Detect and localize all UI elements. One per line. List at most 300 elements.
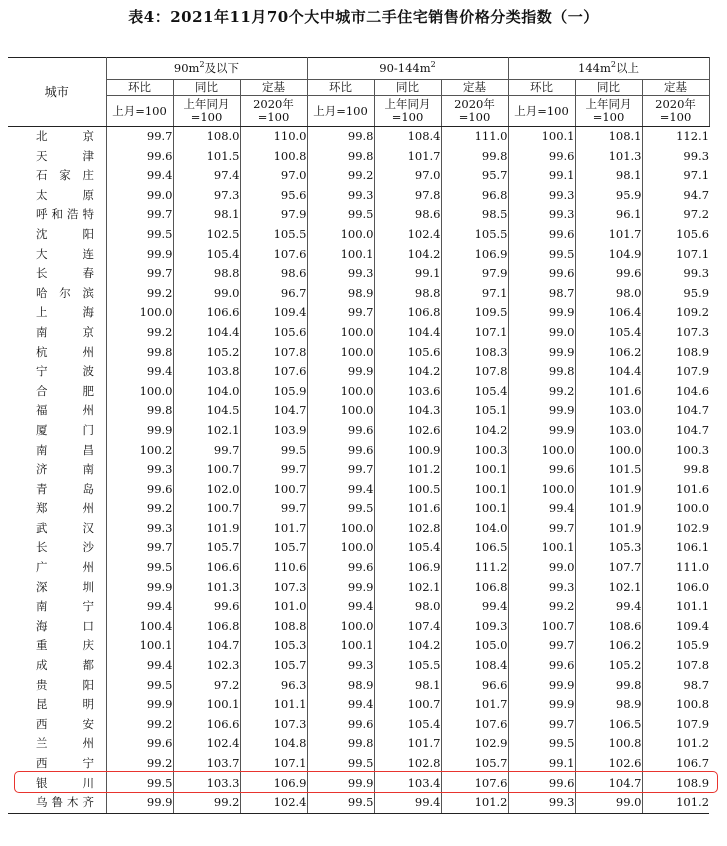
index-value-cell: 99.3 <box>642 147 709 167</box>
measure-header: 定基 <box>642 80 709 96</box>
table-row <box>8 656 709 676</box>
index-value-cell: 97.2 <box>642 205 709 225</box>
index-value-cell: 100.7 <box>240 480 307 500</box>
city-name: 成都 <box>36 658 94 673</box>
base-header-line1: 上月=100 <box>313 103 368 118</box>
index-value-cell: 99.7 <box>508 519 575 539</box>
table-row <box>8 480 709 500</box>
index-value-cell: 106.8 <box>374 303 441 323</box>
index-value-cell: 100.3 <box>441 441 508 461</box>
measure-header: 环比 <box>307 80 374 96</box>
index-value-cell: 99.7 <box>106 205 173 225</box>
index-value-cell: 99.1 <box>374 264 441 284</box>
table-row <box>8 421 709 441</box>
index-value-cell: 101.2 <box>374 460 441 480</box>
index-value-cell: 99.7 <box>307 303 374 323</box>
city-cell <box>8 127 106 147</box>
index-value-cell: 101.7 <box>374 734 441 754</box>
index-value-cell: 99.4 <box>106 362 173 382</box>
city-cell <box>8 538 106 558</box>
index-value-cell: 100.1 <box>508 538 575 558</box>
group-header-small: $90m^2$及以下 <box>106 58 307 80</box>
city-cell <box>8 264 106 284</box>
index-value-cell: 107.6 <box>240 362 307 382</box>
index-value-cell: 105.2 <box>173 343 240 363</box>
table-row <box>8 774 709 794</box>
index-value-cell: 105.6 <box>642 225 709 245</box>
index-value-cell: 105.4 <box>173 245 240 265</box>
table-row <box>8 597 709 617</box>
measure-header: 同比 <box>173 80 240 96</box>
index-value-cell: 101.3 <box>173 578 240 598</box>
index-value-cell: 99.2 <box>307 166 374 186</box>
index-value-cell: 111.0 <box>441 127 508 147</box>
index-value-cell: 98.5 <box>441 205 508 225</box>
index-value-cell: 95.9 <box>575 186 642 206</box>
index-value-cell: 99.7 <box>508 636 575 656</box>
city-name: 深圳 <box>36 579 94 594</box>
index-value-cell: 98.0 <box>374 597 441 617</box>
city-cell <box>8 245 106 265</box>
table-title: 表4：2021年11月70个大中城市二手住宅销售价格分类指数（一） <box>128 8 599 26</box>
index-value-cell: 99.0 <box>106 186 173 206</box>
index-value-cell: 99.5 <box>106 558 173 578</box>
index-value-cell: 102.1 <box>173 421 240 441</box>
table-row <box>8 264 709 284</box>
index-value-cell: 99.4 <box>374 793 441 813</box>
city-name: 西安 <box>36 716 94 731</box>
index-value-cell: 99.9 <box>106 578 173 598</box>
index-value-cell: 104.7 <box>240 401 307 421</box>
city-cell <box>8 597 106 617</box>
index-value-cell: 106.8 <box>441 578 508 598</box>
index-value-cell: 107.7 <box>575 558 642 578</box>
index-value-cell: 99.8 <box>307 734 374 754</box>
index-value-cell: 104.2 <box>374 636 441 656</box>
table-row <box>8 284 709 304</box>
index-value-cell: 104.7 <box>575 774 642 794</box>
base-header <box>441 96 508 127</box>
measure-header: 同比 <box>575 80 642 96</box>
base-header <box>374 96 441 127</box>
index-value-cell: 104.6 <box>642 382 709 402</box>
index-value-cell: 99.6 <box>575 264 642 284</box>
base-header-line1: 2020年 <box>253 97 294 111</box>
index-value-cell: 104.4 <box>575 362 642 382</box>
index-value-cell: 104.8 <box>240 734 307 754</box>
city-name: 大连 <box>36 246 94 261</box>
index-value-cell: 100.0 <box>575 441 642 461</box>
base-header-line1: 上月=100 <box>112 103 167 118</box>
index-value-cell: 97.3 <box>173 186 240 206</box>
index-value-cell: 99.1 <box>508 754 575 774</box>
index-value-cell: 98.9 <box>307 284 374 304</box>
city-cell <box>8 617 106 637</box>
index-value-cell: 97.4 <box>173 166 240 186</box>
table-row <box>8 538 709 558</box>
index-value-cell: 106.1 <box>642 538 709 558</box>
price-index-table <box>8 57 710 814</box>
index-value-cell: 102.1 <box>374 578 441 598</box>
index-value-cell: 99.5 <box>106 225 173 245</box>
index-value-cell: 99.6 <box>106 734 173 754</box>
index-value-cell: 100.1 <box>441 499 508 519</box>
base-header <box>106 96 173 127</box>
index-value-cell: 104.0 <box>173 382 240 402</box>
index-value-cell: 108.4 <box>374 127 441 147</box>
index-value-cell: 105.6 <box>374 343 441 363</box>
index-value-cell: 100.0 <box>307 323 374 343</box>
measure-header: 环比 <box>106 80 173 96</box>
index-value-cell: 99.7 <box>240 499 307 519</box>
index-value-cell: 106.0 <box>642 578 709 598</box>
index-value-cell: 105.4 <box>575 323 642 343</box>
index-value-cell: 99.2 <box>508 597 575 617</box>
index-value-cell: 101.5 <box>575 460 642 480</box>
index-value-cell: 109.2 <box>642 303 709 323</box>
index-value-cell: 99.3 <box>508 205 575 225</box>
index-value-cell: 107.3 <box>642 323 709 343</box>
index-value-cell: 101.9 <box>173 519 240 539</box>
index-value-cell: 100.5 <box>374 480 441 500</box>
index-value-cell: 99.7 <box>173 441 240 461</box>
index-value-cell: 100.3 <box>642 441 709 461</box>
city-name: 上海 <box>36 305 94 320</box>
index-value-cell: 96.1 <box>575 205 642 225</box>
index-value-cell: 99.9 <box>508 303 575 323</box>
index-value-cell: 97.0 <box>374 166 441 186</box>
base-header <box>307 96 374 127</box>
index-value-cell: 110.6 <box>240 558 307 578</box>
city-name: 南京 <box>36 324 94 339</box>
index-value-cell: 100.0 <box>106 382 173 402</box>
index-value-cell: 107.6 <box>441 715 508 735</box>
index-value-cell: 101.7 <box>441 695 508 715</box>
index-value-cell: 100.9 <box>374 441 441 461</box>
city-cell <box>8 225 106 245</box>
city-cell <box>8 656 106 676</box>
table-row <box>8 754 709 774</box>
index-value-cell: 108.6 <box>575 617 642 637</box>
index-value-cell: 99.6 <box>508 774 575 794</box>
index-value-cell: 100.0 <box>642 499 709 519</box>
index-value-cell: 101.0 <box>240 597 307 617</box>
index-value-cell: 100.0 <box>307 617 374 637</box>
index-value-cell: 102.4 <box>374 225 441 245</box>
index-value-cell: 99.9 <box>508 343 575 363</box>
index-value-cell: 109.3 <box>441 617 508 637</box>
index-value-cell: 99.2 <box>106 754 173 774</box>
base-header-line1: 上年同月 <box>183 97 230 111</box>
index-value-cell: 99.9 <box>508 676 575 696</box>
index-value-cell: 109.4 <box>240 303 307 323</box>
index-value-cell: 99.3 <box>508 186 575 206</box>
index-value-cell: 98.9 <box>307 676 374 696</box>
city-cell <box>8 284 106 304</box>
index-value-cell: 106.5 <box>575 715 642 735</box>
index-value-cell: 108.0 <box>173 127 240 147</box>
index-value-cell: 105.7 <box>441 754 508 774</box>
index-value-cell: 99.7 <box>307 460 374 480</box>
index-value-cell: 97.9 <box>441 264 508 284</box>
city-cell <box>8 715 106 735</box>
index-value-cell: 100.1 <box>508 127 575 147</box>
index-value-cell: 103.7 <box>173 754 240 774</box>
base-header-line2: =100 <box>257 110 290 124</box>
group-header-medium: $90-144m^2$ <box>307 58 508 80</box>
index-value-cell: 99.6 <box>106 147 173 167</box>
index-value-cell: 99.6 <box>508 460 575 480</box>
index-value-cell: 107.4 <box>374 617 441 637</box>
city-cell <box>8 695 106 715</box>
base-header-line2: =100 <box>592 110 625 124</box>
index-value-cell: 100.0 <box>307 519 374 539</box>
index-value-cell: 99.7 <box>106 127 173 147</box>
city-name: 昆明 <box>36 697 94 712</box>
city-name: 天津 <box>36 148 94 163</box>
table-row <box>8 578 709 598</box>
index-value-cell: 101.9 <box>575 499 642 519</box>
index-value-cell: 107.9 <box>642 362 709 382</box>
measure-header: 环比 <box>508 80 575 96</box>
index-value-cell: 99.9 <box>307 578 374 598</box>
city-cell <box>8 774 106 794</box>
index-value-cell: 99.5 <box>307 754 374 774</box>
index-value-cell: 105.3 <box>240 636 307 656</box>
index-value-cell: 107.6 <box>441 774 508 794</box>
group-header-large: $144m^2$以上 <box>508 58 709 80</box>
index-value-cell: 106.7 <box>642 754 709 774</box>
city-cell <box>8 205 106 225</box>
index-value-cell: 99.9 <box>307 362 374 382</box>
index-value-cell: 105.6 <box>240 323 307 343</box>
city-name: 北京 <box>36 129 94 143</box>
base-header-line2: =100 <box>391 110 424 124</box>
index-value-cell: 100.0 <box>307 225 374 245</box>
index-value-cell: 100.0 <box>307 382 374 402</box>
index-value-cell: 98.7 <box>642 676 709 696</box>
index-value-cell: 99.8 <box>106 401 173 421</box>
city-name: 合肥 <box>36 383 94 398</box>
table-header <box>8 58 709 127</box>
index-value-cell: 99.8 <box>307 147 374 167</box>
index-value-cell: 104.9 <box>575 245 642 265</box>
index-value-cell: 106.5 <box>441 538 508 558</box>
index-value-cell: 99.4 <box>307 480 374 500</box>
city-name: 广州 <box>36 560 94 575</box>
index-value-cell: 105.4 <box>441 382 508 402</box>
index-value-cell: 97.8 <box>374 186 441 206</box>
index-value-cell: 100.0 <box>106 303 173 323</box>
measure-header: 定基 <box>441 80 508 96</box>
city-cell <box>8 480 106 500</box>
index-value-cell: 99.6 <box>173 597 240 617</box>
index-value-cell: 107.1 <box>441 323 508 343</box>
city-name: 厦门 <box>36 422 94 437</box>
table-row <box>8 558 709 578</box>
index-value-cell: 100.4 <box>106 617 173 637</box>
index-value-cell: 107.9 <box>642 715 709 735</box>
index-value-cell: 99.6 <box>307 715 374 735</box>
city-cell <box>8 166 106 186</box>
base-header <box>642 96 709 127</box>
index-value-cell: 98.6 <box>240 264 307 284</box>
index-value-cell: 98.1 <box>173 205 240 225</box>
index-value-cell: 107.3 <box>240 578 307 598</box>
index-value-cell: 99.8 <box>642 460 709 480</box>
index-value-cell: 108.1 <box>575 127 642 147</box>
index-value-cell: 99.6 <box>508 225 575 245</box>
table-row <box>8 343 709 363</box>
index-value-cell: 104.5 <box>173 401 240 421</box>
index-value-cell: 99.4 <box>307 597 374 617</box>
index-value-cell: 109.5 <box>441 303 508 323</box>
index-value-cell: 99.5 <box>508 245 575 265</box>
index-value-cell: 99.2 <box>508 382 575 402</box>
city-name: 海口 <box>36 618 94 633</box>
index-value-cell: 99.9 <box>508 401 575 421</box>
index-value-cell: 104.2 <box>374 245 441 265</box>
index-value-cell: 101.7 <box>240 519 307 539</box>
base-header-line1: 2020年 <box>454 97 495 111</box>
city-name: 杭州 <box>36 344 94 359</box>
index-value-cell: 99.2 <box>106 323 173 343</box>
index-value-cell: 103.8 <box>173 362 240 382</box>
index-value-cell: 99.5 <box>508 734 575 754</box>
city-name: 武汉 <box>36 520 94 535</box>
index-value-cell: 99.5 <box>106 774 173 794</box>
index-value-cell: 99.4 <box>575 597 642 617</box>
table-row <box>8 499 709 519</box>
index-value-cell: 100.1 <box>307 245 374 265</box>
index-value-cell: 106.6 <box>173 303 240 323</box>
index-value-cell: 102.8 <box>374 754 441 774</box>
index-value-cell: 97.1 <box>642 166 709 186</box>
index-value-cell: 99.0 <box>173 284 240 304</box>
index-value-cell: 99.6 <box>508 147 575 167</box>
index-value-cell: 100.7 <box>173 460 240 480</box>
base-header-line1: 上年同月 <box>585 97 632 111</box>
table-row <box>8 362 709 382</box>
index-value-cell: 105.2 <box>575 656 642 676</box>
city-name: 贵阳 <box>36 677 94 692</box>
city-name: 乌鲁木齐 <box>36 795 94 810</box>
index-value-cell: 96.6 <box>441 676 508 696</box>
index-value-cell: 99.8 <box>106 343 173 363</box>
index-value-cell: 103.9 <box>240 421 307 441</box>
index-value-cell: 102.4 <box>173 734 240 754</box>
base-header-line1: 上年同月 <box>384 97 431 111</box>
city-name: 济南 <box>36 462 94 477</box>
table-row <box>8 382 709 402</box>
index-value-cell: 108.9 <box>642 774 709 794</box>
index-value-cell: 106.8 <box>173 617 240 637</box>
index-value-cell: 107.6 <box>240 245 307 265</box>
index-value-cell: 97.9 <box>240 205 307 225</box>
index-value-cell: 98.6 <box>374 205 441 225</box>
index-value-cell: 105.7 <box>240 538 307 558</box>
table-row <box>8 147 709 167</box>
index-value-cell: 101.7 <box>575 225 642 245</box>
index-value-cell: 99.1 <box>508 166 575 186</box>
index-value-cell: 101.1 <box>240 695 307 715</box>
base-header <box>240 96 307 127</box>
index-value-cell: 99.9 <box>307 774 374 794</box>
city-cell <box>8 303 106 323</box>
index-value-cell: 99.0 <box>575 793 642 813</box>
index-value-cell: 105.9 <box>240 382 307 402</box>
index-value-cell: 101.1 <box>642 597 709 617</box>
index-value-cell: 105.7 <box>240 656 307 676</box>
index-value-cell: 108.8 <box>240 617 307 637</box>
table-body <box>8 127 709 814</box>
base-header-line2: =100 <box>190 110 223 124</box>
city-name: 银川 <box>36 775 94 790</box>
table-row <box>8 793 709 813</box>
index-value-cell: 99.5 <box>240 441 307 461</box>
city-cell <box>8 676 106 696</box>
table-row <box>8 441 709 461</box>
index-value-cell: 102.1 <box>575 578 642 598</box>
index-value-cell: 99.3 <box>508 578 575 598</box>
measure-header: 同比 <box>374 80 441 96</box>
city-cell <box>8 499 106 519</box>
index-value-cell: 102.3 <box>173 656 240 676</box>
index-value-cell: 98.9 <box>575 695 642 715</box>
index-value-cell: 99.8 <box>575 676 642 696</box>
city-name: 郑州 <box>36 501 94 516</box>
index-value-cell: 104.7 <box>642 421 709 441</box>
index-value-cell: 103.6 <box>374 382 441 402</box>
index-value-cell: 99.7 <box>106 538 173 558</box>
index-value-cell: 99.9 <box>106 695 173 715</box>
city-cell <box>8 754 106 774</box>
index-value-cell: 112.1 <box>642 127 709 147</box>
index-value-cell: 99.3 <box>508 793 575 813</box>
city-cell <box>8 793 106 813</box>
table-row <box>8 127 709 147</box>
index-value-cell: 99.5 <box>307 499 374 519</box>
city-name: 西宁 <box>36 756 94 770</box>
index-value-cell: 105.1 <box>441 401 508 421</box>
index-value-cell: 100.2 <box>106 441 173 461</box>
city-name: 南宁 <box>36 599 94 614</box>
index-value-cell: 100.1 <box>441 460 508 480</box>
city-cell <box>8 441 106 461</box>
index-value-cell: 105.5 <box>240 225 307 245</box>
index-value-cell: 106.2 <box>575 636 642 656</box>
base-header <box>575 96 642 127</box>
index-value-cell: 107.1 <box>642 245 709 265</box>
base-header-line1: 上月=100 <box>514 103 569 118</box>
index-value-cell: 100.7 <box>508 617 575 637</box>
city-name: 长春 <box>36 266 94 281</box>
index-value-cell: 107.1 <box>240 754 307 774</box>
index-value-cell: 101.7 <box>374 147 441 167</box>
city-name: 南昌 <box>36 442 94 457</box>
index-value-cell: 103.4 <box>374 774 441 794</box>
table-row <box>8 205 709 225</box>
city-cell <box>8 147 106 167</box>
city-cell <box>8 636 106 656</box>
index-value-cell: 99.0 <box>508 323 575 343</box>
city-cell <box>8 734 106 754</box>
index-value-cell: 99.3 <box>307 186 374 206</box>
index-value-cell: 106.6 <box>173 558 240 578</box>
index-value-cell: 98.1 <box>575 166 642 186</box>
index-value-cell: 106.9 <box>374 558 441 578</box>
index-value-cell: 99.2 <box>106 499 173 519</box>
